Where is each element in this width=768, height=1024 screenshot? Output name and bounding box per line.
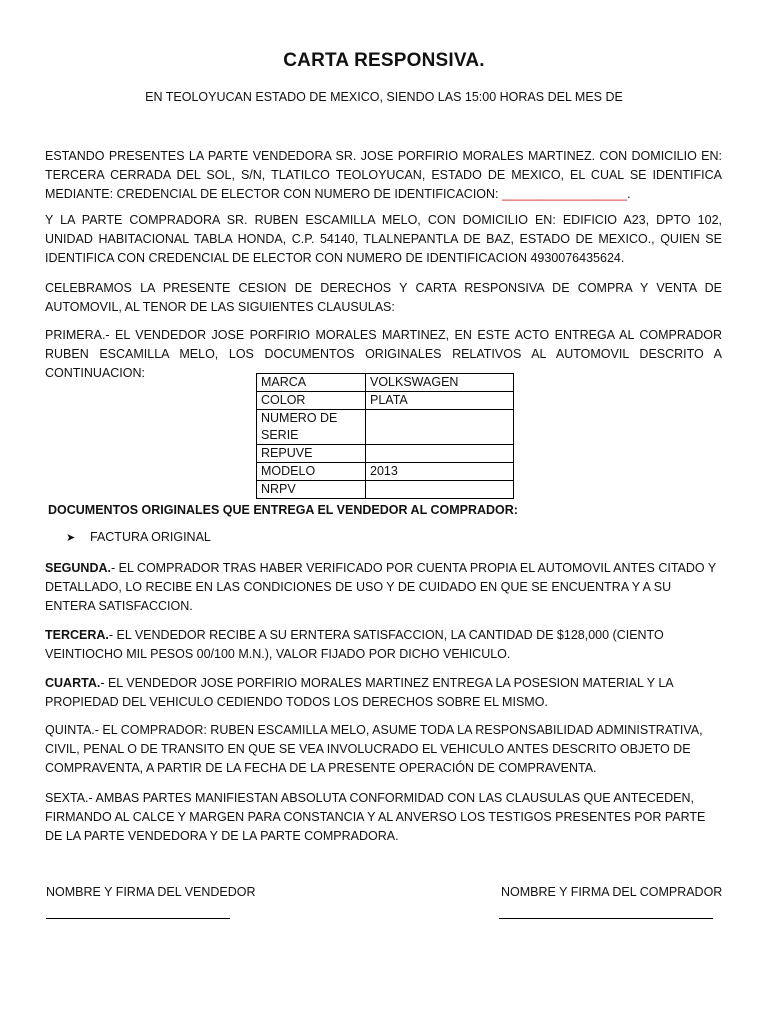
vehicle-field-label: MARCA xyxy=(257,374,366,392)
clause-tercera xyxy=(45,626,722,664)
vehicle-field-value xyxy=(366,481,514,499)
table-row xyxy=(257,374,514,392)
vehicle-field-value xyxy=(366,445,514,463)
table-row xyxy=(257,481,514,499)
paragraph-intro: CELEBRAMOS LA PRESENTE CESION DE DERECHOS Y CARTA RESPONSIVA DE COMPRA Y VENTA DE AUTOMOVIL, AL TENOR DE LAS SIGUIENTES CLAUSULAS: xyxy=(45,281,722,314)
document-subtitle: EN TEOLOYUCAN ESTADO DE MEXICO, SIENDO LAS 15:00 HORAS DEL MES DE xyxy=(145,90,623,104)
arrow-bullet-icon: ➤ xyxy=(66,532,76,544)
table-row xyxy=(257,410,514,445)
clause-text: - EL VENDEDOR JOSE PORFIRIO MORALES MARTINEZ ENTREGA LA POSESION MATERIAL Y LA PROPIEDAD DEL VEHICULO CEDIENDO TODOS LOS DERECHOS SOBRE EL MISMO. xyxy=(45,676,673,709)
buyer-signature-label: NOMBRE Y FIRMA DEL COMPRADOR xyxy=(501,885,723,899)
list-item xyxy=(66,530,211,544)
clause-label: CUARTA. xyxy=(45,676,101,690)
vehicle-field-value: 2013 xyxy=(366,463,514,481)
clause-cuarta xyxy=(45,674,722,712)
clause-text: - EL VENDEDOR RECIBE A SU ERNTERA SATISFACCION, LA CANTIDAD DE $128,000 (CIENTO VEINTIOCHO MIL PESOS 00/100 M.N.), VALOR FIJADO POR DICHO VEHICULO. xyxy=(45,628,664,661)
list-item-label: FACTURA ORIGINAL xyxy=(90,530,211,544)
documents-heading: DOCUMENTOS ORIGINALES QUE ENTREGA EL VENDEDOR AL COMPRADOR: xyxy=(48,503,518,517)
vehicle-field-value xyxy=(366,410,514,445)
vehicle-field-label: NUMERO DE SERIE xyxy=(257,410,366,445)
seller-text-end: . xyxy=(627,187,631,201)
vehicle-field-label: MODELO xyxy=(257,463,366,481)
table-row xyxy=(257,463,514,481)
vehicle-field-label: NRPV xyxy=(257,481,366,499)
clause-label: SEGUNDA. xyxy=(45,561,111,575)
table-row xyxy=(257,445,514,463)
seller-signature-label: NOMBRE Y FIRMA DEL VENDEDOR xyxy=(46,885,256,899)
seller-signature-line xyxy=(46,918,230,919)
vehicle-table xyxy=(256,373,514,499)
seller-text: ESTANDO PRESENTES LA PARTE VENDEDORA SR. JOSE PORFIRIO MORALES MARTINEZ. CON DOMICILIO EN: TERCERA CERRADA DEL SOL, S/N, TLATILCO TEOLOYUCAN, ESTADO DE MEXICO, EL CUAL SE IDENTIFICA MEDIANTE: CREDENCIAL DE ELECTOR CON NUMERO DE IDENTIFICACION: xyxy=(45,149,722,201)
clause-primera: PRIMERA.- EL VENDEDOR JOSE PORFIRIO MORALES MARTINEZ, EN ESTE ACTO ENTREGA AL COMPRADOR RUBEN ESCAMILLA MELO, LOS DOCUMENTOS ORIGINALES RELATIVOS AL AUTOMOVIL DESCRITO A CONTINUACION: xyxy=(45,328,722,380)
document-title: CARTA RESPONSIVA. xyxy=(283,50,485,71)
vehicle-field-label: COLOR xyxy=(257,392,366,410)
table-row xyxy=(257,392,514,410)
id-blank-line: __________________ xyxy=(502,187,628,201)
clause-segunda xyxy=(45,559,722,616)
paragraph-buyer: Y LA PARTE COMPRADORA SR. RUBEN ESCAMILLA MELO, CON DOMICILIO EN: EDIFICIO A23, DPTO 102, UNIDAD HABITACIONAL TABLA HONDA, C.P. 54140, TLALNEPANTLA DE BAZ, ESTADO DE MEXICO., QUIEN SE IDENTIFICA CON CREDENCIAL DE ELECTOR CON NUMERO DE IDENTIFICACION 4930076435624. xyxy=(45,213,722,265)
clause-text: - EL COMPRADOR TRAS HABER VERIFICADO POR CUENTA PROPIA EL AUTOMOVIL ANTES CITADO Y DETALLADO, LO RECIBE EN LAS CONDICIONES DE USO Y DE CUIDADO EN QUE SE ENCUENTRA Y A SU ENTERA SATISFACCION. xyxy=(45,561,716,613)
clause-quinta: QUINTA.- EL COMPRADOR: RUBEN ESCAMILLA MELO, ASUME TODA LA RESPONSABILIDAD ADMINISTRATIVA, CIVIL, PENAL O DE TRANSITO EN QUE SE VEA INVOLUCRADO EL VEHICULO ANTES DESCRITO OBJETO DE COMPRAVENTA, A PARTIR DE LA FECHA DE LA PRESENTE OPERACIÓN DE COMPRAVENTA. xyxy=(45,723,703,775)
vehicle-field-value: VOLKSWAGEN xyxy=(366,374,514,392)
clause-label: TERCERA. xyxy=(45,628,109,642)
clause-sexta: SEXTA.- AMBAS PARTES MANIFIESTAN ABSOLUTA CONFORMIDAD CON LAS CLAUSULAS QUE ANTECEDEN, FIRMANDO AL CALCE Y MARGEN PARA CONSTANCIA Y AL ANVERSO LOS TESTIGOS PRESENTES POR PARTE DE LA PARTE VENDEDORA Y DE LA PARTE COMPRADORA. xyxy=(45,791,706,843)
buyer-signature-line xyxy=(499,918,713,919)
vehicle-field-value: PLATA xyxy=(366,392,514,410)
vehicle-field-label: REPUVE xyxy=(257,445,366,463)
paragraph-seller xyxy=(45,147,722,204)
